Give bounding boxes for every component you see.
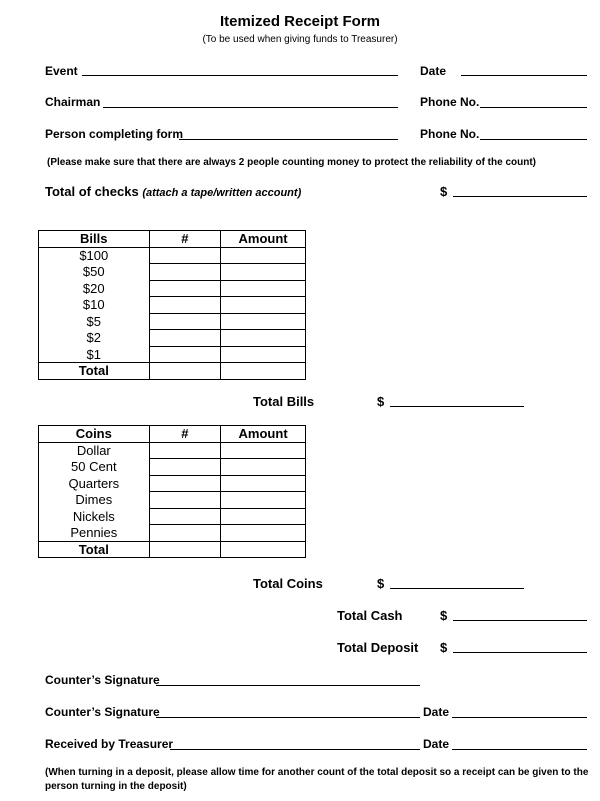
coins-row-label: Dimes — [39, 492, 150, 509]
checks-total-field[interactable] — [453, 196, 587, 197]
person-completing-label: Person completing form — [45, 127, 184, 141]
bills-count-header: # — [149, 231, 221, 248]
person-completing-field[interactable] — [179, 139, 398, 140]
coins-count-cell[interactable] — [149, 492, 221, 509]
checks-dollar-sign: $ — [440, 184, 448, 199]
bills-amount-cell[interactable] — [221, 313, 306, 330]
bills-count-cell[interactable] — [149, 280, 221, 297]
coins-total-amount-cell[interactable] — [221, 541, 306, 558]
bills-row-label: $2 — [39, 330, 150, 347]
bills-row-label: $1 — [39, 346, 150, 363]
coins-amount-cell[interactable] — [221, 459, 306, 476]
received-by-treasurer-label: Received by Treasurer — [45, 737, 174, 751]
phone-label: Phone No. — [420, 95, 480, 109]
received-by-treasurer-field[interactable] — [170, 749, 420, 750]
total-deposit-label: Total Deposit — [337, 640, 419, 655]
coins-row-label: Dollar — [39, 442, 150, 459]
coins-count-cell[interactable] — [149, 508, 221, 525]
coins-count-cell[interactable] — [149, 475, 221, 492]
bills-row-label: $50 — [39, 264, 150, 281]
total-coins-label: Total Coins — [253, 576, 323, 591]
bills-total-amount-cell[interactable] — [221, 363, 306, 380]
form-subtitle: (To be used when giving funds to Treasurer) — [202, 34, 398, 45]
coins-row-label: 50 Cent — [39, 459, 150, 476]
counting-note: (Please make sure that there are always 2 people counting money to protect the reliability of the count) — [47, 157, 537, 168]
coins-amount-cell[interactable] — [221, 525, 306, 542]
total-coins-field[interactable] — [390, 588, 524, 589]
treasurer-date-field[interactable] — [452, 749, 587, 750]
bills-amount-cell[interactable] — [221, 264, 306, 281]
counter-signature-field-1[interactable] — [156, 685, 420, 686]
coins-amount-cell[interactable] — [221, 492, 306, 509]
bills-count-cell[interactable] — [149, 313, 221, 330]
date-label: Date — [420, 64, 447, 78]
bills-count-cell[interactable] — [149, 346, 221, 363]
person-phone-field[interactable] — [480, 139, 587, 140]
coins-amount-cell[interactable] — [221, 442, 306, 459]
coins-row-label: Nickels — [39, 508, 150, 525]
coins-total-count-cell[interactable] — [149, 541, 221, 558]
total-bills-field[interactable] — [390, 406, 524, 407]
coins-table — [38, 425, 306, 558]
total-deposit-dollar-sign: $ — [440, 640, 448, 655]
bills-total-label: Total — [39, 363, 150, 380]
bills-row-label: $5 — [39, 313, 150, 330]
coins-amount-header: Amount — [221, 426, 306, 443]
bills-header: Bills — [39, 231, 150, 248]
coins-amount-cell[interactable] — [221, 508, 306, 525]
chairman-label: Chairman — [45, 95, 101, 109]
bills-count-cell[interactable] — [149, 247, 221, 264]
bills-row-label: $10 — [39, 297, 150, 314]
total-bills-dollar-sign: $ — [377, 394, 385, 409]
total-coins-dollar-sign: $ — [377, 576, 385, 591]
counter-date-label: Date — [423, 705, 450, 719]
phone-label-2: Phone No. — [420, 127, 480, 141]
counter-signature-label-2: Counter’s Signature — [45, 705, 160, 719]
coins-count-header: # — [149, 426, 221, 443]
bills-row-label: $20 — [39, 280, 150, 297]
coins-count-cell[interactable] — [149, 459, 221, 476]
total-bills-label: Total Bills — [253, 394, 315, 409]
treasurer-date-label: Date — [423, 737, 450, 751]
checks-label: Total of checks — [45, 184, 139, 199]
checks-note: (attach a tape/written account) — [142, 187, 302, 199]
counter-signature-label-1: Counter’s Signature — [45, 673, 160, 687]
bills-amount-cell[interactable] — [221, 247, 306, 264]
bills-amount-cell[interactable] — [221, 330, 306, 347]
date-field[interactable] — [461, 75, 587, 76]
total-cash-field[interactable] — [453, 620, 587, 621]
footer-note-line-1: (When turning in a deposit, please allow time for another count of the total deposit so a receipt can be given to the — [45, 767, 589, 778]
form-title: Itemized Receipt Form — [219, 13, 381, 30]
bills-amount-cell[interactable] — [221, 297, 306, 314]
counter-signature-field-2[interactable] — [156, 717, 420, 718]
total-cash-label: Total Cash — [337, 608, 403, 623]
checks-label-row — [45, 184, 301, 199]
counter-date-field[interactable] — [452, 717, 587, 718]
bills-amount-header: Amount — [221, 231, 306, 248]
bills-amount-cell[interactable] — [221, 280, 306, 297]
chairman-phone-field[interactable] — [480, 107, 587, 108]
footer-note-line-2: person turning in the deposit) — [45, 781, 187, 792]
coins-row-label: Pennies — [39, 525, 150, 542]
event-field[interactable] — [82, 75, 398, 76]
bills-total-count-cell[interactable] — [149, 363, 221, 380]
total-cash-dollar-sign: $ — [440, 608, 448, 623]
coins-amount-cell[interactable] — [221, 475, 306, 492]
coins-count-cell[interactable] — [149, 525, 221, 542]
bills-row-label: $100 — [39, 247, 150, 264]
coins-count-cell[interactable] — [149, 442, 221, 459]
event-label: Event — [45, 64, 78, 78]
coins-row-label: Quarters — [39, 475, 150, 492]
bills-amount-cell[interactable] — [221, 346, 306, 363]
bills-count-cell[interactable] — [149, 330, 221, 347]
bills-table — [38, 230, 306, 380]
chairman-field[interactable] — [103, 107, 398, 108]
bills-count-cell[interactable] — [149, 297, 221, 314]
coins-total-label: Total — [39, 541, 150, 558]
coins-header: Coins — [39, 426, 150, 443]
total-deposit-field[interactable] — [453, 652, 587, 653]
bills-count-cell[interactable] — [149, 264, 221, 281]
